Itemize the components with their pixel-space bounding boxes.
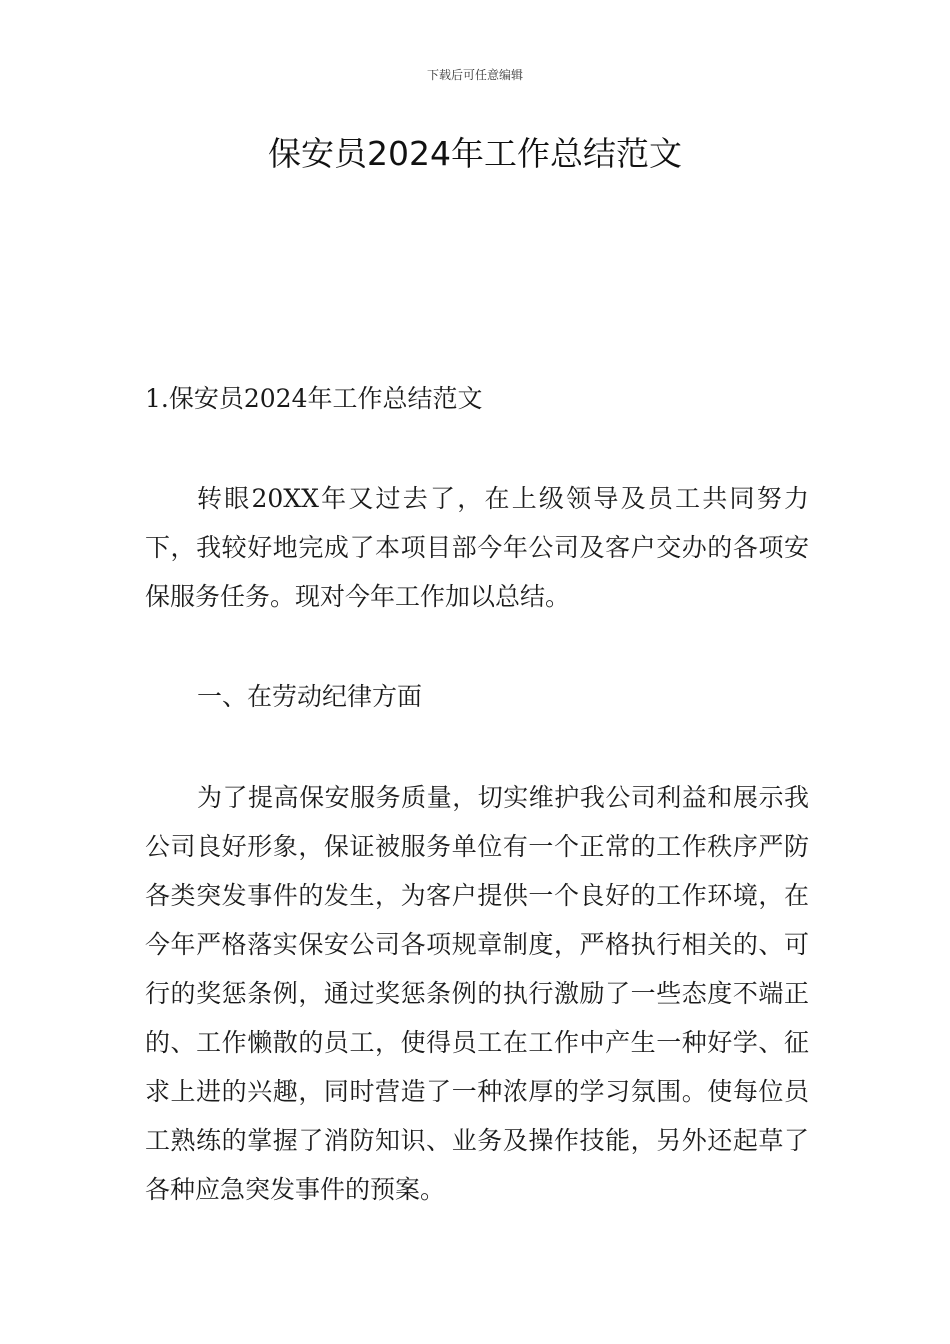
labor-discipline-paragraph: 为了提高保安服务质量，切实维护我公司利益和展示我公司良好形象，保证被服务单位有一个正常的工作秩序严防各类突发事件的发生，为客户提供一个良好的工作环境，在今年严格落实保安公司各项规章制度，严格执行相关的、可行的奖惩条例，通过奖惩条例的执行激励了一些态度不端正的、工作懒散的员工，使得员工在工作中产生一种好学、征求上进的兴趣，同时营造了一种浓厚的学习氛围。使每位员工熟练的掌握了消防知识、业务及操作技能，另外还起草了各种应急突发事件的预案。 [145,783,809,1204]
subheading-labor-discipline: 一、在劳动纪律方面 [197,682,423,711]
section-heading: 1.保安员2024年工作总结范文 [145,384,483,413]
document-title: 保安员2024年工作总结范文 [268,134,682,173]
intro-paragraph: 转眼20XX年又过去了，在上级领导及员工共同努力下，我较好地完成了本项目部今年公司及客户交办的各项安保服务任务。现对今年工作加以总结。 [145,484,809,611]
header-note: 下载后可任意编辑 [426,68,523,82]
